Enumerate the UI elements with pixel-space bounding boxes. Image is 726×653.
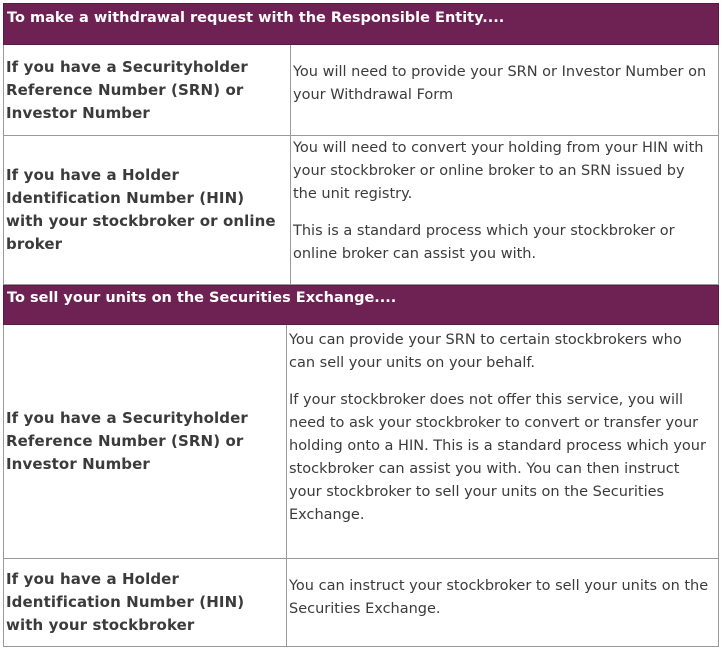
row-detail-paragraph: You can provide your SRN to certain stockbrokers who can sell your units on your behalf. (289, 332, 682, 371)
table-row (3, 325, 719, 559)
section-header-sell-units (3, 285, 719, 325)
row-label-cell (4, 559, 287, 646)
row-detail-paragraph: You will need to provide your SRN or Investor Number on your Withdrawal Form (293, 64, 707, 103)
row-detail-cell (291, 45, 718, 135)
row-label: If you have a Holder Identification Number (HIN) with your stockbroker or online broker (6, 166, 276, 253)
row-detail-paragraph: If your stockbroker does not offer this service, you will need to ask your stockbroker to convert or transfer your holding onto a HIN. This is a standard process which your stockbroker can assist you with. You can then instruct your stockbroker to sell your units on the Securities Exchange. (289, 392, 706, 523)
row-label: If you have a Securityholder Reference Number (SRN) or Investor Number (6, 409, 248, 473)
row-label-cell (4, 325, 287, 558)
broker-instructions-table (3, 3, 719, 647)
section-header-withdrawal-text: To make a withdrawal request with the Responsible Entity.... (7, 10, 505, 26)
row-detail-cell (291, 136, 718, 284)
row-detail-paragraph: This is a standard process which your stockbroker or online broker can assist you with. (293, 223, 675, 262)
section-header-withdrawal (3, 3, 719, 45)
section-header-sell-units-text: To sell your units on the Securities Exchange.... (7, 290, 397, 306)
row-detail-cell (287, 559, 718, 646)
table-row (3, 136, 719, 285)
row-detail-cell (287, 325, 718, 558)
table-row (3, 559, 719, 647)
row-label-cell (4, 45, 291, 135)
table-row (3, 45, 719, 136)
row-detail-paragraph: You will need to convert your holding from your HIN with your stockbroker or online broker to an SRN issued by the unit registry. (293, 140, 704, 202)
row-detail-paragraph: You can instruct your stockbroker to sell your units on the Securities Exchange. (289, 578, 709, 617)
row-label: If you have a Holder Identification Number (HIN) with your stockbroker (6, 570, 245, 634)
row-label-cell (4, 136, 291, 284)
row-label: If you have a Securityholder Reference Number (SRN) or Investor Number (6, 57, 248, 122)
